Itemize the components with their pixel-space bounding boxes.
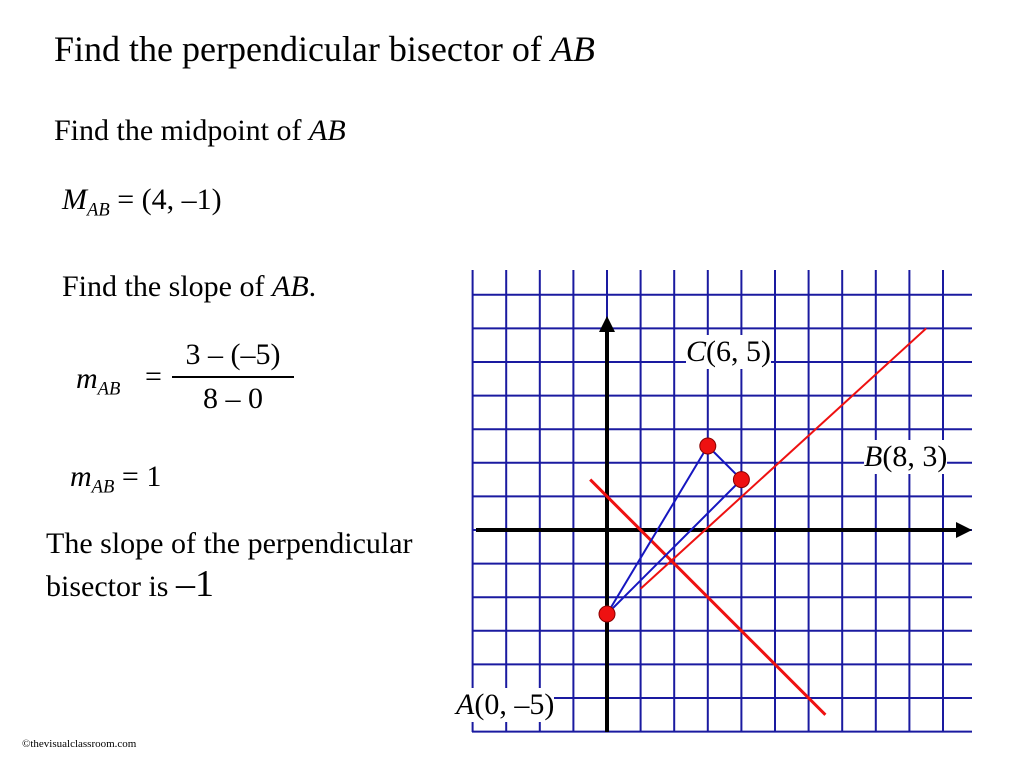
point-c-label: C(6, 5) — [686, 335, 771, 368]
midpoint-heading: Find the midpoint of AB — [54, 114, 346, 147]
point-b-label: B(8, 3) — [864, 440, 948, 473]
copyright-footer: ©thevisualclassroom.com — [22, 738, 137, 750]
slope-numerator: 3 – (–5) — [185, 338, 281, 371]
point-b-marker — [733, 472, 749, 488]
page-title: Find the perpendicular bisector of AB — [54, 29, 595, 69]
slope-denominator: 8 – 0 — [203, 382, 263, 415]
x-axis-arrow — [956, 522, 972, 538]
slope-formula-equals: = — [145, 360, 162, 393]
point-c-marker — [700, 438, 716, 454]
slope-formula-lhs: $m_{AB}$ — [76, 362, 121, 400]
point-a-label: A(0, –5) — [456, 688, 555, 721]
slope-result: $m_{AB} = 1$ — [70, 460, 162, 498]
point-a-marker — [599, 606, 615, 622]
y-axis-arrow — [599, 316, 615, 332]
conclusion-text: The slope of the perpendicular bisector is –1 — [46, 527, 413, 605]
slope-heading: Find the slope of AB. — [62, 270, 317, 303]
midpoint-equation: $M_{AB} = (4$, –1) — [62, 183, 222, 221]
